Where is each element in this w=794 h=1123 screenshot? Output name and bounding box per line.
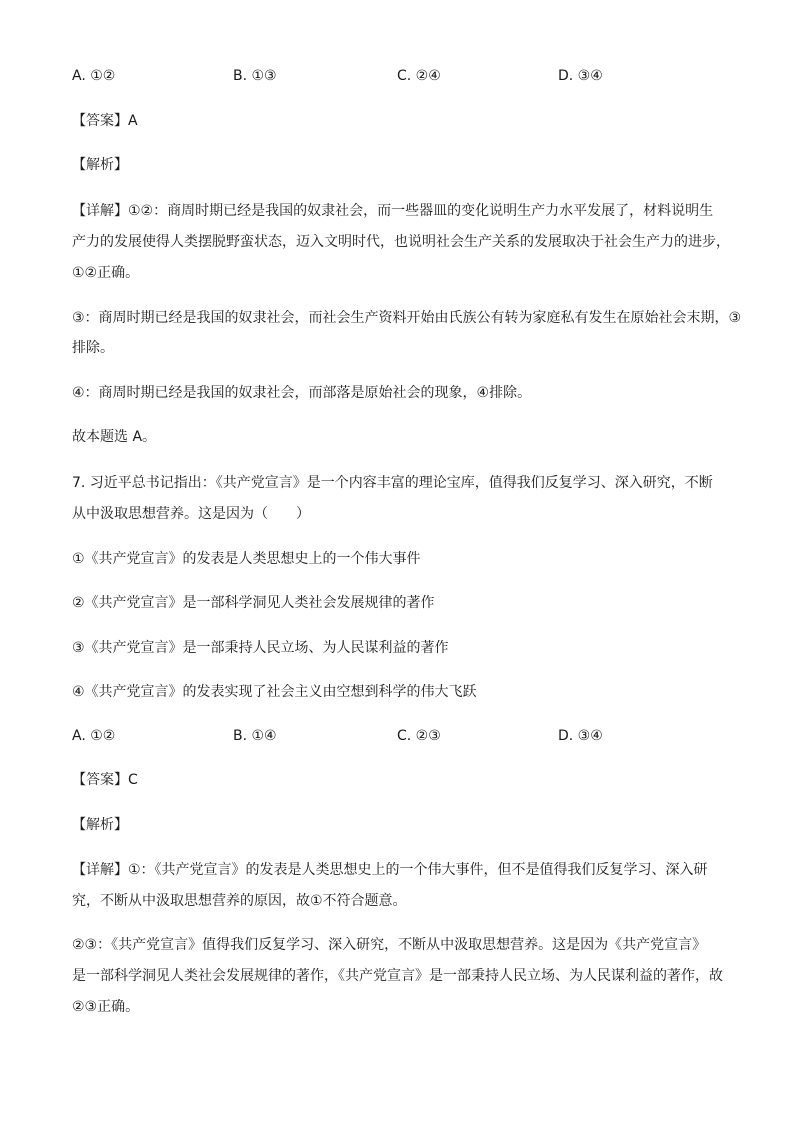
- q7-detail2-line-2: 是一部科学洞见人类社会发展规律的著作，《共产党宣言》是一部秉持人民立场、为人民谋利益的著作，故: [72, 968, 723, 984]
- q7-answer: 【答案】C: [72, 772, 138, 788]
- q7-option-c: C. ②③: [397, 728, 441, 744]
- q7-statement-4: ④《共产党宣言》的发表实现了社会主义由空想到科学的伟大飞跃: [72, 684, 477, 700]
- q7-statement-2: ②《共产党宣言》是一部科学洞见人类社会发展规律的著作: [72, 595, 435, 611]
- q7-options: [72, 726, 752, 746]
- q6-option-b: B. ①③: [233, 68, 277, 84]
- q7-option-d: D. ③④: [558, 728, 603, 744]
- q7-stem-line-1: 7. 习近平总书记指出：《共产党宣言》是一个内容丰富的理论宝库，值得我们反复学习、深入研究，不断: [72, 475, 713, 491]
- q7-statement-1: ①《共产党宣言》的发表是人类思想史上的一个伟大事件: [72, 551, 421, 567]
- q7-analysis-heading: 【解析】: [72, 817, 128, 833]
- q6-item3-line-2: 排除。: [72, 340, 114, 356]
- q7-detail2-line-3: ②③正确。: [72, 999, 140, 1015]
- q6-answer: 【答案】A: [72, 113, 138, 129]
- q6-item3-line-1: ③：商周时期已经是我国的奴隶社会，而社会生产资料开始由氏族公有转为家庭私有发生在原始社会末期，③: [72, 310, 742, 326]
- q6-detail-line-2: 产力的发展使得人类摆脱野蛮状态，迈入文明时代，也说明社会生产关系的发展取决于社会生产力的进步，: [72, 234, 730, 250]
- q6-conclusion: 故本题选 A。: [72, 429, 157, 445]
- q6-option-d: D. ③④: [558, 68, 603, 84]
- q6-detail-line-3: ①②正确。: [72, 265, 140, 281]
- q6-item4: ④：商周时期已经是我国的奴隶社会，而部落是原始社会的现象，④排除。: [72, 385, 532, 401]
- q7-stem-line-2: 从中汲取思想营养。这是因为（ ）: [72, 506, 310, 522]
- q6-option-c: C. ②④: [397, 68, 441, 84]
- q6-option-a: A. ①②: [72, 68, 116, 84]
- q7-detail1-line-2: 究，不断从中汲取思想营养的原因，故①不符合题意。: [72, 893, 407, 909]
- q7-detail1-line-1: 【详解】①：《共产党宣言》的发表是人类思想史上的一个伟大事件，但不是值得我们反复学习、深入研: [72, 862, 708, 878]
- q6-analysis-heading: 【解析】: [72, 157, 128, 173]
- q7-option-a: A. ①②: [72, 728, 116, 744]
- q7-option-b: B. ①④: [233, 728, 277, 744]
- q7-statement-3: ③《共产党宣言》是一部秉持人民立场、为人民谋利益的著作: [72, 640, 449, 656]
- q6-detail-line-1: 【详解】①②：商周时期已经是我国的奴隶社会，而一些器皿的变化说明生产力水平发展了，材料说明生: [72, 203, 714, 219]
- q7-detail2-line-1: ②③：《共产党宣言》值得我们反复学习、深入研究，不断从中汲取思想营养。这是因为《共产党宣言》: [72, 937, 707, 953]
- q6-options: [72, 66, 752, 86]
